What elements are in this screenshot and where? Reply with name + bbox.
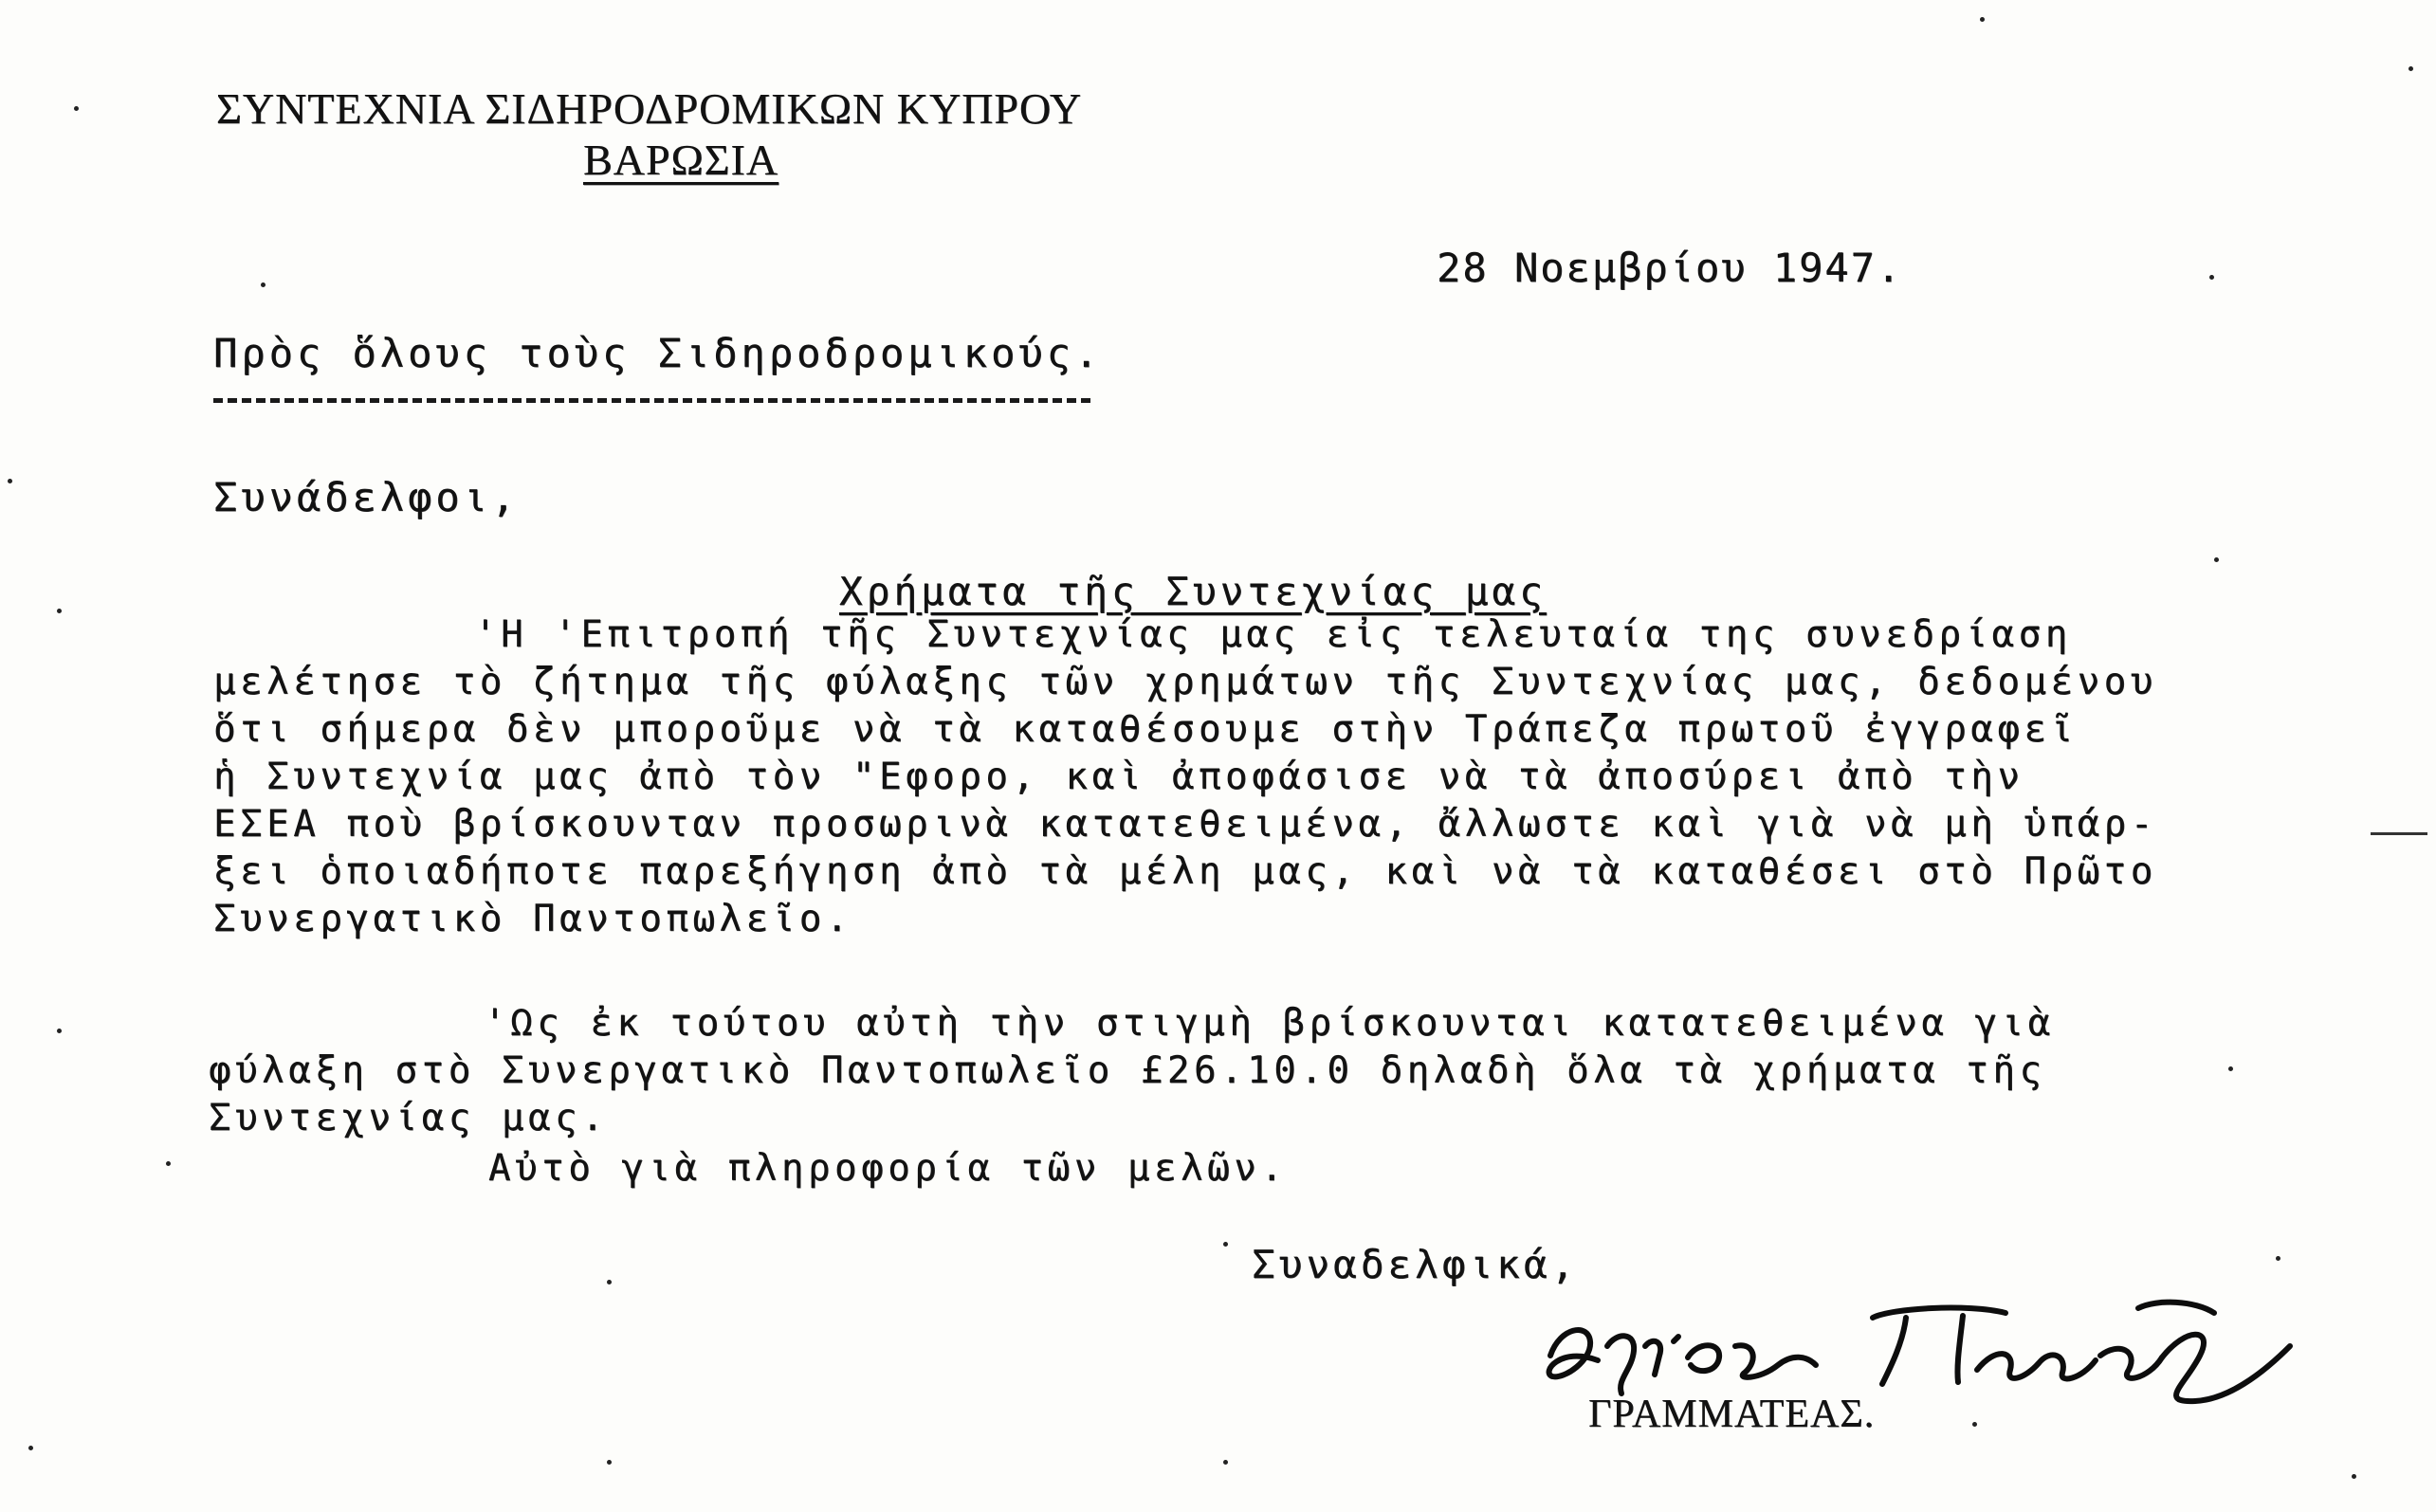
body-line: 'Ως ἐκ τούτου αὐτὴ τὴν στιγμὴ βρίσκουνται κατατεθειμένα γιὰ [484,1002,2055,1045]
body-line: 'Η 'Επιτροπή τῆς Συντεχνίας μας εἰς τελευταία της συνεδρίαση [474,613,2072,656]
scan-speck [2276,1256,2280,1261]
body-line: Συντεχνίας μας. [209,1097,609,1139]
body-line: φύλαξη στὸ Συνεργατικὸ Παντοπωλεῖο £26.10.0 δηλαδὴ ὅλα τὰ χρήματα τῆς [209,1049,2046,1092]
body-line: ΕΣΕΑ ποὺ βρίσκουνταν προσωρινὰ κατατεθειμένα, ἄλλωστε καὶ γιὰ νὰ μὴ ὑπάρ- [213,803,2157,846]
scan-speck [2214,557,2219,562]
city-name: ΒΑΡΩΣΙΑ [583,136,778,184]
scan-speck [607,1460,612,1465]
scan-speck [1223,1242,1228,1247]
closing-phrase: Συναδελφικά, [1252,1242,1579,1287]
scan-speck [57,1029,62,1033]
recipient-dashed-rule [213,398,1090,403]
scan-speck [1972,1422,1977,1427]
letter-date: 28 Νοεμβρίου 1947. [1437,245,1903,291]
signer-title: ΓΡΑΜΜΑΤΕΑΣ. [1588,1393,1876,1436]
scan-speck [2228,1066,2233,1071]
body-line: μελέτησε τὸ ζήτημα τῆς φύλαξης τῶν χρημάτων τῆς Συντεχνίας μας, δεδομένου [213,661,2157,703]
salutation: Συνάδελφοι, [213,474,520,520]
recipient-line: Πρὸς ὅλους τοὺς Σιδηροδρομικούς. [213,330,1103,376]
scan-speck [261,282,266,287]
subject-heading: Χρήματα τῆς Συντεχνίας μας [839,569,1547,614]
body-paragraph-1 [209,602,2295,962]
scan-speck [28,1446,33,1450]
scan-speck [2352,1474,2356,1479]
body-line: Συνεργατικὸ Παντοπωλεῖο. [213,898,852,940]
scan-speck [8,479,12,483]
info-line: Αὐτὸ γιὰ πληροφορία τῶν μελῶν. [488,1147,1288,1190]
scan-speck [2409,66,2413,71]
body-line: ξει ὁποιαδήποτε παρεξήγηση ἀπὸ τὰ μέλη μας, καὶ νὰ τὰ καταθέσει στὸ Πρῶτο [213,850,2157,893]
scan-speck [1223,1460,1228,1465]
body-line: ἡ Συντεχνία μας ἀπὸ τὸν "Εφορο, καὶ ἀποφάσισε νὰ τὰ ἀποσύρει ἀπὸ τὴν [213,756,2024,798]
scan-speck [1980,17,1985,22]
organization-name: ΣΥΝΤΕΧΝΙΑ ΣΙΔΗΡΟΔΡΟΜΙΚΩΝ ΚΥΠΡΟΥ [216,84,1083,133]
scan-speck [74,106,79,111]
scan-speck [166,1161,171,1166]
scan-speck [607,1280,612,1284]
body-line: ὅτι σήμερα δὲν μποροῦμε νὰ τὰ καταθέσουμε στὴν Τράπεζα πρωτοῦ ἐγγραφεῖ [213,708,2078,751]
scan-speck [2209,275,2214,280]
scan-speck [57,609,62,613]
margin-mark [2371,832,2427,835]
